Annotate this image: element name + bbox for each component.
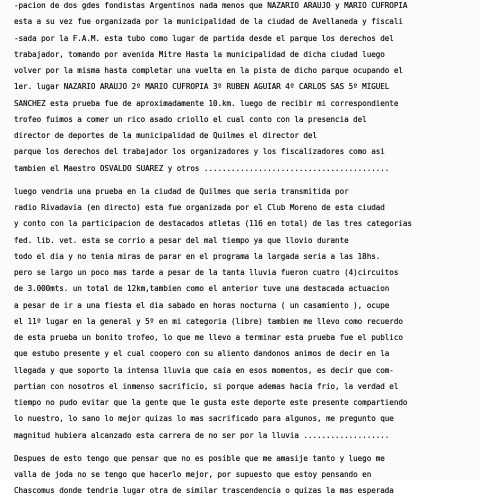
typed-text-block [14, 0, 474, 500]
text-line: fed. lib. vet. esta se corrio a pesar del mal tiempo ya que llovio durante [14, 235, 349, 245]
text-line: todo el dia y no tenia miras de parar en el programa la largada seria a las 18hs. [14, 251, 381, 261]
text-line: partian con nosotros el inmenso sacrificio, si porque ademas hacia frio, la verdad el [14, 381, 399, 391]
text-line: pero se largo un poco mas tarde a pesar de la tanta lluvia fueron cuatro (4)circuitos [14, 268, 399, 277]
text-line: -sada por la F.A.M. esta tubo como lugar de partida desde el parque los derechos del [14, 33, 394, 43]
text-line: volver por la misma hasta completar una vuelta en la pista de dicho parque ocupando el [14, 66, 403, 75]
text-line: magnitud hubiera alcanzado esta carrera de no ser por la lluvia ................... [14, 430, 390, 440]
text-line: tambien el Maestro OSVALDO SUAREZ y otros ......................................... [14, 163, 390, 173]
text-line: luego vendria una prueba en la ciudad de Quilmes que seria transmitida por [14, 186, 349, 196]
blank-line [14, 444, 474, 451]
text-line: tiempo no pudo evitar que la gente que le gusta este deporte este presente compartiendo [14, 398, 408, 407]
text-line: parque los derechos del trabajador los organizadores y los fiscalizadores como asi [14, 147, 385, 157]
text-line: de esta prueba un bonito trofeo, lo que me llevo a terminar esta prueba fue el publico [14, 333, 403, 342]
text-line: trabajador, tomando por avenida Mitre Hasta la municipalidad de dicha ciudad luego [14, 49, 385, 59]
text-line: valla de joda no se tengo que hacerlo mejor, por supuesto que estoy pensando en [14, 470, 372, 479]
text-line: 1er. lugar NAZARIO ARAUJO 2º MARIO CUFROPIA 3º RUBEN AGUIAR 4º CARLOS SAS 5º MIGUEL [14, 82, 390, 92]
text-line: -pacion de dos gdes fondistas Argentinos nada menos que NAZARIO ARAUJO y MARIO CUFROPIA [14, 1, 408, 10]
blank-line [14, 177, 474, 184]
text-line: a pesar de ir a una fiesta el dia sabado en horas nocturna ( un casamiento ), ocupe [14, 300, 390, 310]
text-line: que estubo presente y el cual coopero con su aliento dandonos animos de decir en la [14, 349, 390, 359]
text-line: Despues de esto tengo que pensar que no es posible que me amasije tanto y luego me [14, 453, 385, 463]
text-line: director de deportes de la municipalidad de Quilmes el director del [14, 131, 317, 140]
text-line: Chascomus donde tendria lugar otra de similar trascendencia o quizas la mas esperada [14, 486, 394, 496]
text-line: SANCHEZ esta prueba fue de aproximadamente 10.km. luego de recibir mi correspondiente [14, 98, 399, 108]
text-line: lo nuestro, lo sano lo mejor quizas lo mas sacrificado para algunos, me pregunto que [14, 414, 394, 424]
text-line: llegada y que soporto la intensa lluvia que caia en esos momentos, es decir que com- [14, 365, 394, 375]
text-line: esta a su vez fue organizada por la municipalidad de la ciudad de Avellaneda y fiscali [14, 17, 403, 27]
text-line: de 3.000mts. un total de 12km,tambien como el anterior tuve una destacada actuacion [14, 284, 390, 294]
text-line: el 11º lugar en la general y 5º en mi categoria (libre) tambien me llevo como recuerdo [14, 316, 403, 326]
text-line: y conto con la participacion de destacados atletas (116 en total) de las tres categorias [14, 219, 412, 229]
text-line: radio Rivadavia (en directo) esta fue organizada por el Club Moreno de esta ciudad [14, 203, 385, 212]
text-line: trofeo fuimos a comer un rico asado criollo el cual conto con la presencia del [14, 114, 367, 124]
